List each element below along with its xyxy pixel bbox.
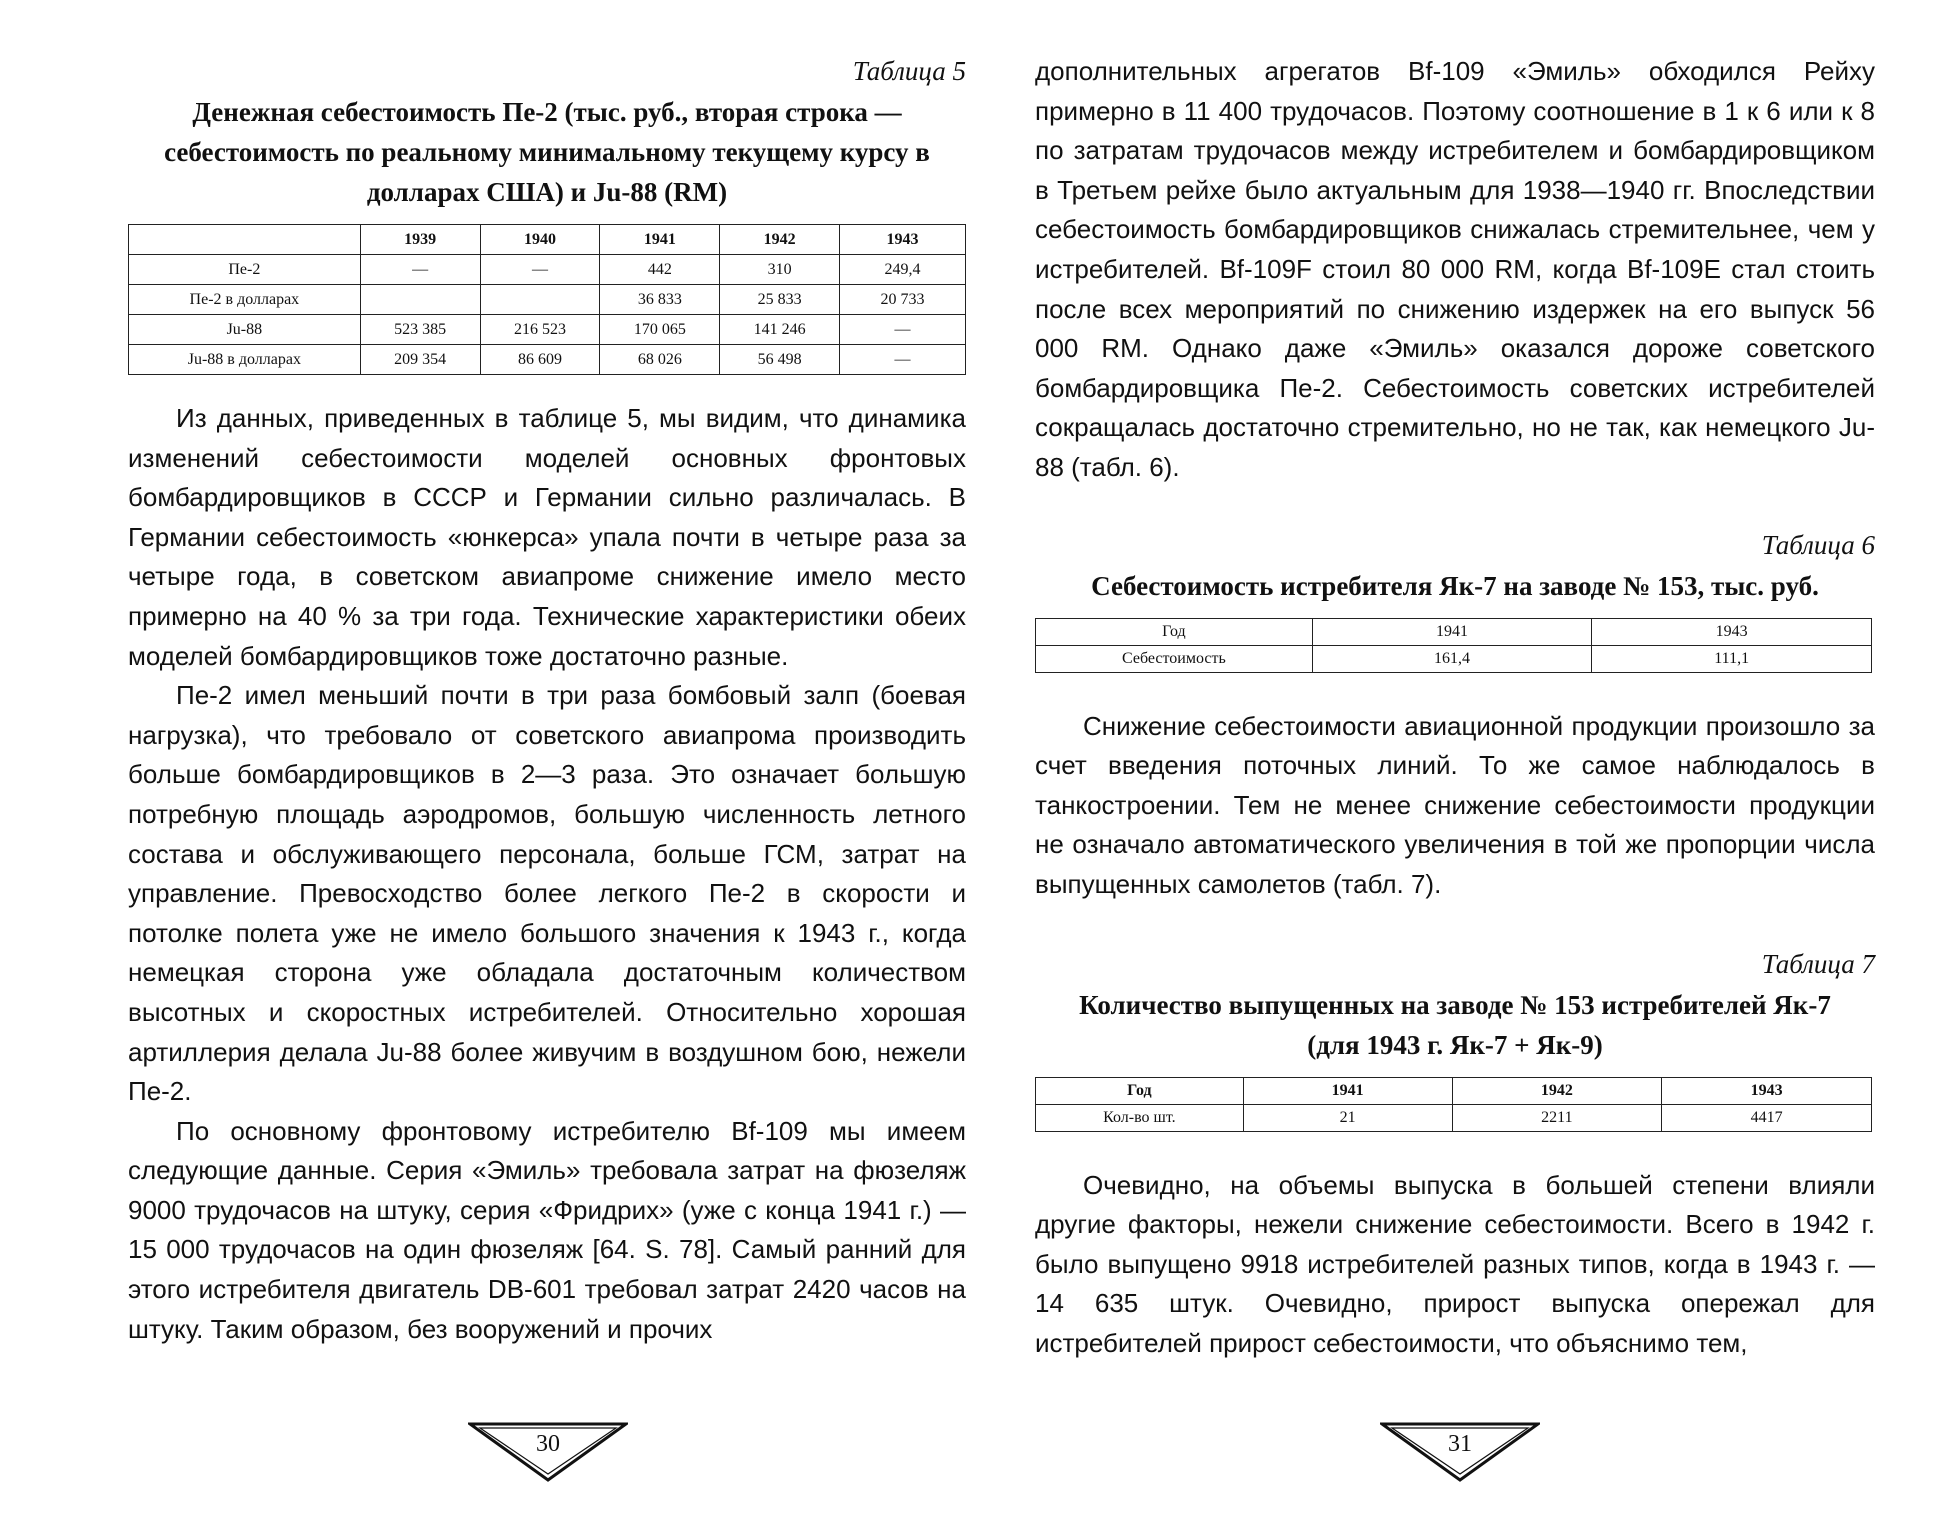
table5-cell: 36 833 bbox=[600, 285, 720, 315]
right-page bbox=[967, 0, 1934, 1519]
table7-caption: Таблица 7 bbox=[1761, 948, 1875, 979]
table7-cell: 21 bbox=[1243, 1104, 1452, 1131]
body-paragraph: Из данных, приведенных в таблице 5, мы видим, что динамика изменений себестоимости моделей основных фронтовых бомбардировщиков в СССР и Германии сильно различалась. В Германии себестоимость «юнкерса» упала почти в четыре раза за четыре года, в советском авиапроме снижение имело место примерно на 40 % за три года. Технические характеристики обеих моделей бомбардировщиков тоже достаточно разные. bbox=[128, 403, 966, 671]
table-row bbox=[129, 255, 966, 285]
table7-header-cell: Год bbox=[1036, 1077, 1244, 1104]
table5-header-cell: 1942 bbox=[720, 225, 840, 255]
table6-header-cell: Год bbox=[1036, 618, 1313, 645]
table-row bbox=[1036, 1104, 1872, 1131]
table5-cell: 170 065 bbox=[600, 315, 720, 345]
table5-cell: 20 733 bbox=[840, 285, 966, 315]
table6 bbox=[1035, 618, 1872, 673]
table7-cell: 2211 bbox=[1452, 1104, 1662, 1131]
body-paragraph: Снижение себестоимости авиационной продукции произошло за счет введения поточных линий. То же самое наблюдалось в танкостроении. Тем не менее снижение себестоимости продукции не означало автоматического увеличения в той же пропорции числа выпущенных самолетов (табл. 7). bbox=[1035, 710, 1875, 899]
table5-cell: — bbox=[840, 315, 966, 345]
table7-title: Количество выпущенных на заводе № 153 истребителей Як-7 (для 1943 г. Як-7 + Як-9) bbox=[1079, 989, 1831, 1060]
table5-header-cell bbox=[129, 225, 361, 255]
table7-header-cell: 1941 bbox=[1243, 1077, 1452, 1104]
table5-cell: 56 498 bbox=[720, 345, 840, 375]
body-paragraph: дополнительных агрегатов Bf-109 «Эмиль» обходился Рейху примерно в 11 400 трудочасов. Поэтому соотношение в 1 к 6 или к 8 по затратам трудочасов между истребителем и бомбардировщиком в Третьем рейхе было актуальным для 1938—1940 гг. Впоследствии себестоимость бомбардировщиков снижалась стремительнее, чем у истребителей. Bf-109F стоил 80 000 RM, когда Bf-109E стал стоить после всех мероприятий по снижению издержек на его выпуск 56 000 RM. Однако даже «Эмиль» оказался дороже советского бомбардировщика Пе-2. Себестоимость советских истребителей сокращалась достаточно стремительно, но не так, как немецкого Ju-88 (табл. 6). bbox=[1035, 56, 1875, 482]
body-paragraph: Пе-2 имел меньший почти в три раза бомбовый залп (боевая нагрузка), что требовало от советского авиапрома производить больше бомбардировщиков в 2—3 раза. Это означает большую потребную площадь аэродромов, большую численность летного состава и обслуживающего персонала, больше ГСМ, затрат на управление. Превосходство более легкого Пе-2 в скорости и потолке полета уже не имело большого значения к 1943 г., когда немецкая сторона уже обладала достаточным количеством высотных и скоростных истребителей. Относительно хорошая артиллерия делала Ju-88 более живучим в воздушном бою, нежели Пе-2. bbox=[128, 680, 966, 1107]
table5-cell: — bbox=[840, 345, 966, 375]
table5-cell: Ju-88 bbox=[129, 315, 361, 345]
table5 bbox=[128, 224, 966, 375]
table6-cell: 161,4 bbox=[1312, 645, 1592, 672]
table5-cell: Пе-2 bbox=[129, 255, 361, 285]
page-number-badge bbox=[468, 1421, 628, 1483]
table5-cell: 310 bbox=[720, 255, 840, 285]
table7-cell: 4417 bbox=[1662, 1104, 1872, 1131]
table5-header-cell: 1940 bbox=[480, 225, 600, 255]
left-column bbox=[128, 52, 966, 1349]
body-paragraph: По основному фронтовому истребителю Bf-109 мы имеем следующие данные. Серия «Эмиль» требовала затрат на фюзеляж 9000 трудочасов на штуку, серия «Фридрих» (уже с конца 1941 г.) — 15 000 трудочасов на один фюзеляж [64. S. 78]. Самый ранний для этого истребителя двигатель DB-601 требовал затрат 2420 часов на штуку. Таким образом, без вооружений и прочих bbox=[128, 1115, 966, 1344]
table6-cell: Себестоимость bbox=[1036, 645, 1313, 672]
table5-cell bbox=[360, 285, 480, 315]
table5-cell: 249,4 bbox=[840, 255, 966, 285]
table5-cell: Ju-88 в долларах bbox=[129, 345, 361, 375]
table7-header-cell: 1943 bbox=[1662, 1077, 1872, 1104]
table5-title: Денежная себестоимость Пе-2 (тыс. руб., вторая строка — себестоимость по реальному минимальному текущему курсу в долларах США) и Ju-88 (RM) bbox=[164, 97, 930, 207]
table-row bbox=[129, 315, 966, 345]
table5-header-cell: 1939 bbox=[360, 225, 480, 255]
table7-header-cell: 1942 bbox=[1452, 1077, 1662, 1104]
right-column bbox=[1035, 52, 1875, 1363]
table5-cell: — bbox=[480, 255, 600, 285]
table5-cell: 68 026 bbox=[600, 345, 720, 375]
table7-cell: Кол-во шт. bbox=[1036, 1104, 1244, 1131]
page-number: 31 bbox=[1448, 1431, 1472, 1457]
table6-header-cell: 1941 bbox=[1312, 618, 1592, 645]
table5-cell: 209 354 bbox=[360, 345, 480, 375]
table5-cell: Пе-2 в долларах bbox=[129, 285, 361, 315]
table5-header-row bbox=[129, 225, 966, 255]
page-number-badge bbox=[1380, 1421, 1540, 1483]
table5-cell bbox=[480, 285, 600, 315]
table7 bbox=[1035, 1077, 1872, 1132]
table6-title: Себестоимость истребителя Як-7 на заводе № 153, тыс. руб. bbox=[1091, 570, 1819, 601]
page-number: 30 bbox=[536, 1431, 560, 1457]
table5-cell: 216 523 bbox=[480, 315, 600, 345]
table5-header-cell: 1943 bbox=[840, 225, 966, 255]
table-row bbox=[1036, 645, 1872, 672]
table6-caption: Таблица 6 bbox=[1761, 529, 1875, 560]
table5-cell: 141 246 bbox=[720, 315, 840, 345]
table6-header-cell: 1943 bbox=[1592, 618, 1872, 645]
body-paragraph: Очевидно, на объемы выпуска в большей степени влияли другие факторы, нежели снижение себестоимости. Всего в 1942 г. было выпущено 9918 истребителей разных типов, когда в 1943 г. — 14 635 штук. Очевидно, прирост выпуска опережал для истребителей прирост себестоимости, что объяснимо тем, bbox=[1035, 1169, 1875, 1358]
table6-cell: 111,1 bbox=[1592, 645, 1872, 672]
table5-cell: — bbox=[360, 255, 480, 285]
table5-header-cell: 1941 bbox=[600, 225, 720, 255]
table5-cell: 25 833 bbox=[720, 285, 840, 315]
table-row bbox=[129, 285, 966, 315]
table5-cell: 86 609 bbox=[480, 345, 600, 375]
table-row bbox=[129, 345, 966, 375]
table5-caption: Таблица 5 bbox=[852, 56, 966, 86]
table7-header-row bbox=[1036, 1077, 1872, 1104]
table6-header-row bbox=[1036, 618, 1872, 645]
table5-cell: 523 385 bbox=[360, 315, 480, 345]
table5-cell: 442 bbox=[600, 255, 720, 285]
